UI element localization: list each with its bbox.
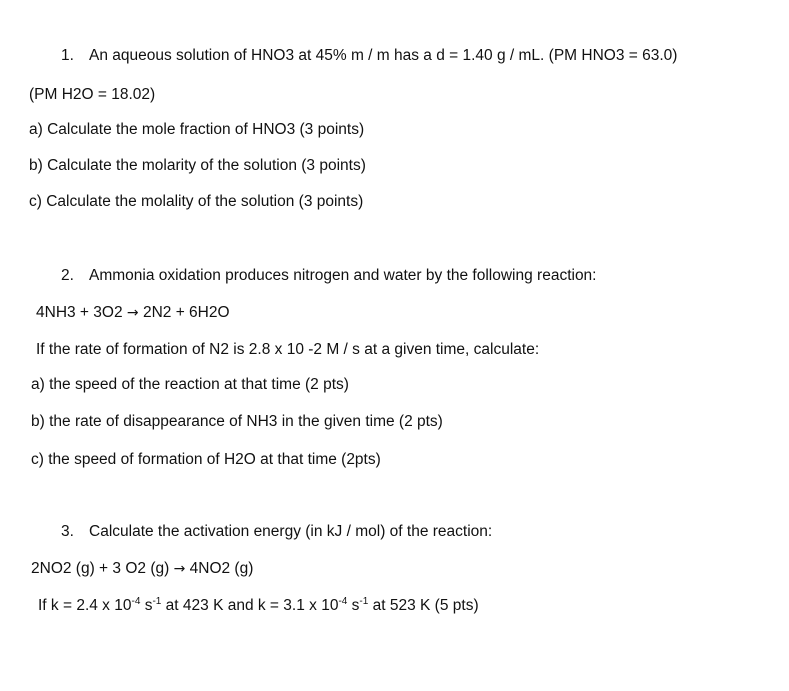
- rate-exponent-2: -4: [338, 596, 348, 607]
- question-3-reaction: [31, 560, 253, 578]
- reaction-products: 2N2 + 6H2O: [142, 304, 230, 321]
- question-2-part-c: c) the speed of formation of H2O at that time (2pts): [31, 451, 381, 468]
- question-3-rate-constants: [38, 597, 479, 615]
- question-2-part-a: a) the speed of the reaction at that time (2 pts): [31, 376, 349, 393]
- rate-text-3: at 523 K (5 pts): [368, 597, 479, 614]
- question-2-part-b: b) the rate of disappearance of NH3 in the given time (2 pts): [31, 413, 443, 430]
- reaction-arrow-icon: →: [126, 305, 139, 321]
- question-1-part-a: a) Calculate the mole fraction of HNO3 (3 points): [29, 121, 365, 138]
- question-2-number: 2.: [61, 267, 74, 284]
- rate-unit-exponent-1: -1: [152, 596, 162, 607]
- question-3-text: Calculate the activation energy (in kJ / mol) of the reaction:: [89, 523, 493, 540]
- rate-exponent-1: -4: [131, 596, 141, 607]
- rate-unit-1: s: [140, 597, 153, 614]
- question-3-number: 3.: [61, 523, 74, 540]
- question-2-reaction: [36, 304, 230, 322]
- rate-text-1: If k = 2.4 x 10: [38, 597, 132, 614]
- reaction-reactants: 2NO2 (g) + 3 O2 (g): [31, 560, 170, 577]
- question-1-pm-h2o: (PM H2O = 18.02): [29, 86, 156, 103]
- reaction-reactants: 4NH3 + 3O2: [36, 304, 123, 321]
- question-1-text: An aqueous solution of HNO3 at 45% m / m has a d = 1.40 g / mL. (PM HNO3 = 63.0): [89, 47, 678, 64]
- rate-unit-2: s: [347, 597, 360, 614]
- question-2-text: Ammonia oxidation produces nitrogen and water by the following reaction:: [89, 267, 597, 284]
- rate-text-2: at 423 K and k = 3.1 x 10: [161, 597, 339, 614]
- question-1-number: 1.: [61, 47, 74, 64]
- reaction-products: 4NO2 (g): [189, 560, 254, 577]
- rate-unit-exponent-2: -1: [359, 596, 369, 607]
- reaction-arrow-icon: →: [173, 561, 186, 577]
- question-3-heading: [61, 523, 492, 541]
- question-1-heading: [61, 47, 677, 65]
- question-2-rate-statement: If the rate of formation of N2 is 2.8 x 10 -2 M / s at a given time, calculate:: [36, 341, 540, 358]
- question-1-part-c: c) Calculate the molality of the solution (3 points): [29, 193, 364, 210]
- question-1-part-b: b) Calculate the molarity of the solution (3 points): [29, 157, 366, 174]
- question-2-heading: [61, 267, 597, 285]
